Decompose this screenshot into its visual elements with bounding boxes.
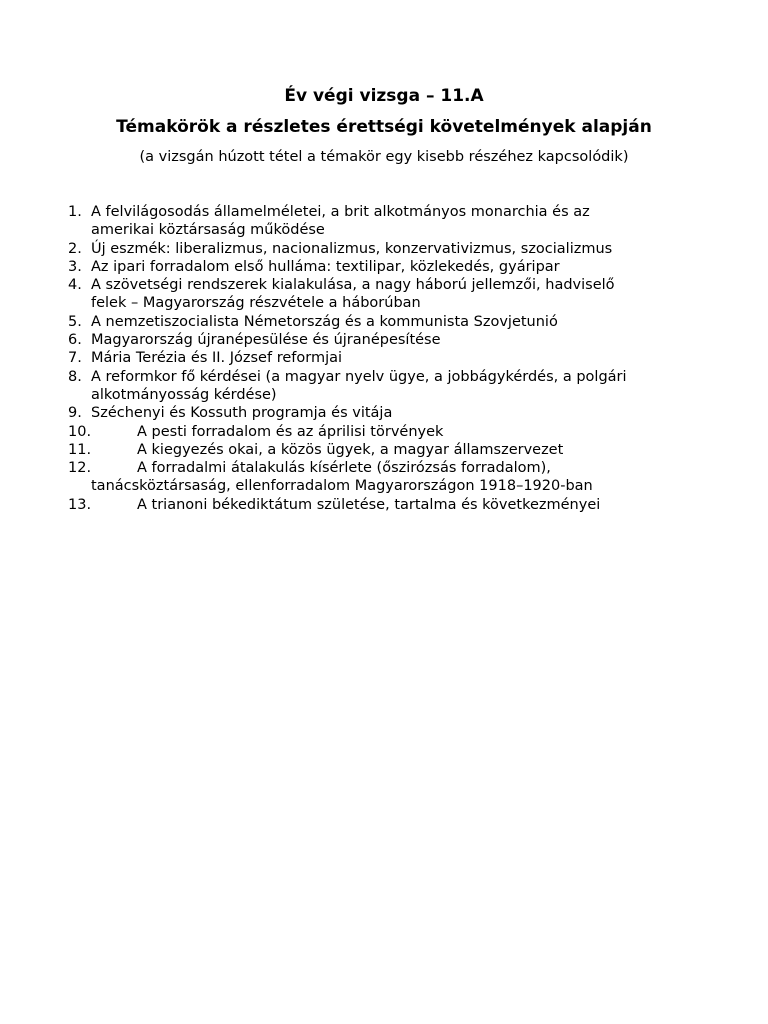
topic-text: A forradalmi átalakulás kísérlete (őszirózsás forradalom), <box>137 460 551 477</box>
topic-number: 11. <box>68 441 92 458</box>
topic-text: A reformkor fő kérdései (a magyar nyelv ügye, a jobbágykérdés, a polgári <box>91 368 627 385</box>
topic-text: A kiegyezés okai, a közös ügyek, a magyar államszervezet <box>137 441 564 458</box>
list-item <box>0 349 691 367</box>
topic-text: Széchenyi és Kossuth programja és vitája <box>91 405 393 422</box>
topic-text: A nemzetiszocialista Németország és a kommunista Szovjetunió <box>91 313 558 330</box>
topic-number: 3. <box>68 258 82 275</box>
list-item <box>0 441 691 459</box>
list-item <box>0 276 691 313</box>
topic-number: 5. <box>68 313 82 330</box>
topic-list <box>0 203 768 514</box>
topic-text: Az ipari forradalom első hulláma: textilipar, közlekedés, gyáripar <box>91 258 560 275</box>
list-item <box>0 459 691 496</box>
topic-text-continued: amerikai köztársaság működése <box>91 222 325 239</box>
topic-text: A szövetségi rendszerek kialakulása, a nagy háború jellemzői, hadviselő <box>91 277 615 294</box>
exam-note: (a vizsgán húzott tétel a témakör egy kisebb részéhez kapcsolódik) <box>139 149 629 165</box>
topic-text: Új eszmék: liberalizmus, nacionalizmus, konzervativizmus, szocializmus <box>91 240 613 257</box>
list-item <box>0 423 691 441</box>
topic-number: 1. <box>68 204 82 220</box>
topic-number: 8. <box>68 368 82 385</box>
topic-text: Magyarország újranépesülése és újranépesítése <box>91 332 441 349</box>
list-item <box>0 258 691 276</box>
list-item <box>0 496 691 514</box>
topic-text: A felvilágosodás államelméletei, a brit alkotmányos monarchia és az <box>91 204 590 220</box>
exam-title: Év végi vizsga – 11.A <box>284 86 484 106</box>
topic-text-continued: alkotmányosság kérdése) <box>91 386 277 403</box>
topic-number: 12. <box>68 460 92 477</box>
topic-text: Mária Terézia és II. József reformjai <box>91 350 343 367</box>
list-item <box>0 404 691 422</box>
topic-text: A trianoni békediktátum születése, tartalma és következményei <box>137 496 601 513</box>
topic-number: 4. <box>68 277 82 294</box>
topic-text: A pesti forradalom és az áprilisi törvények <box>137 423 444 440</box>
topic-text-continued: felek – Magyarország részvétele a háborúban <box>91 295 421 312</box>
list-item <box>0 368 691 405</box>
topic-text-continued: tanácsköztársaság, ellenforradalom Magyarországon 1918–1920-ban <box>91 478 593 495</box>
topic-number: 6. <box>68 332 82 349</box>
list-item <box>0 313 691 331</box>
topic-number: 9. <box>68 405 82 422</box>
topic-number: 13. <box>68 496 92 513</box>
topic-number: 10. <box>68 423 92 440</box>
list-item <box>0 331 691 349</box>
topic-number: 7. <box>68 350 82 367</box>
topic-number: 2. <box>68 240 82 257</box>
topics-heading: Témakörök a részletes érettségi követelmények alapján <box>116 117 652 137</box>
list-item <box>0 203 691 240</box>
list-item <box>0 240 691 258</box>
